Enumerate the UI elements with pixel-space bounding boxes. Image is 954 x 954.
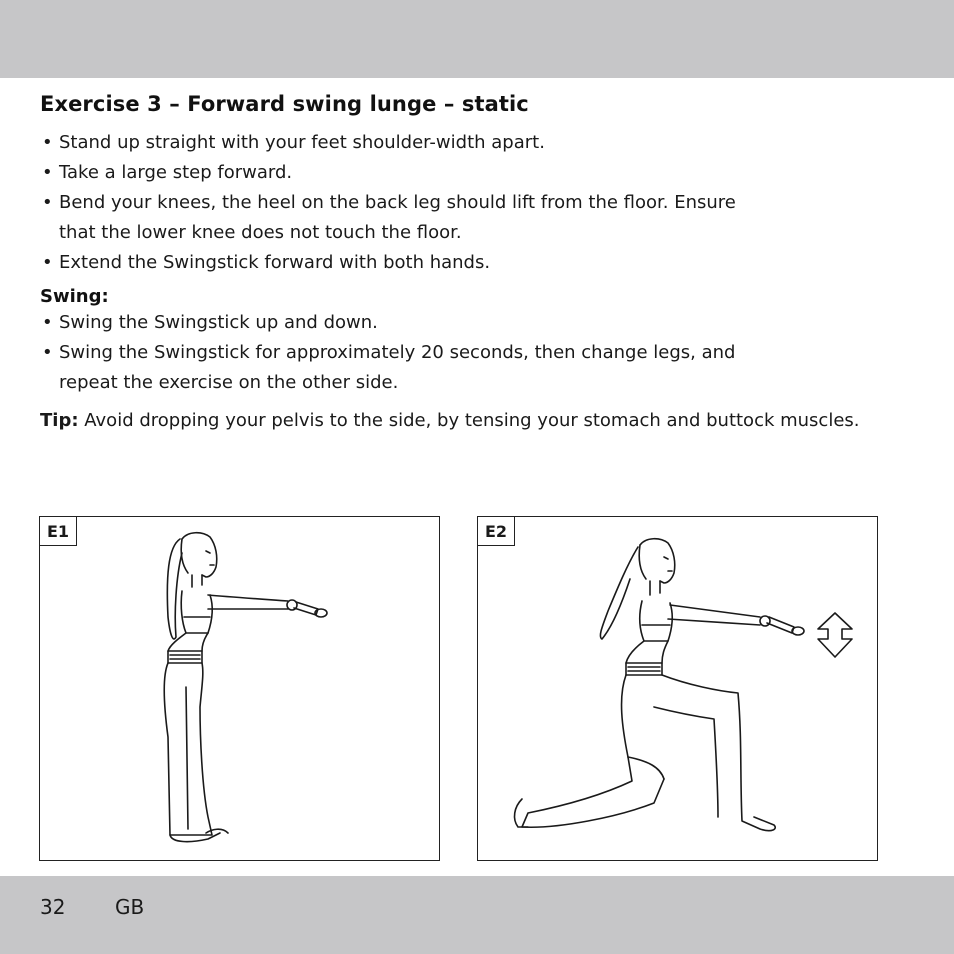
swing-heading: Swing: bbox=[40, 286, 109, 307]
instruction-content bbox=[40, 92, 920, 436]
figure-label-e2: E2 bbox=[478, 517, 515, 546]
language-code: GB bbox=[115, 895, 145, 919]
figure-label-e1: E1 bbox=[40, 517, 77, 546]
lunging-woman-illustration bbox=[478, 517, 879, 862]
setup-bullet: • Bend your knees, the heel on the back leg should lift from the floor. Ensure that the lower knee does not touch the floor. bbox=[40, 188, 759, 248]
tip-paragraph bbox=[40, 406, 920, 436]
standing-woman-illustration bbox=[40, 517, 441, 862]
figure-e1 bbox=[39, 516, 440, 861]
setup-bullet: • Take a large step forward. bbox=[40, 158, 920, 188]
header-band bbox=[0, 0, 954, 78]
swing-bullet: • Swing the Swingstick for approximately 20 seconds, then change legs, and repeat the exercise on the other side. bbox=[40, 338, 759, 398]
exercise-title: Exercise 3 – Forward swing lunge – static bbox=[40, 92, 529, 116]
setup-bullet: • Stand up straight with your feet shoulder-width apart. bbox=[40, 128, 920, 158]
setup-bullet: • Extend the Swingstick forward with both hands. bbox=[40, 248, 920, 278]
page-number: 32 bbox=[40, 895, 66, 919]
tip-label: Tip: bbox=[40, 410, 79, 431]
swing-bullet: • Swing the Swingstick up and down. bbox=[40, 308, 920, 338]
setup-bullet-list bbox=[40, 128, 920, 278]
figure-e2 bbox=[477, 516, 878, 861]
swing-bullet-list bbox=[40, 308, 920, 398]
tip-text: Avoid dropping your pelvis to the side, by tensing your stomach and buttock muscles. bbox=[84, 410, 860, 431]
